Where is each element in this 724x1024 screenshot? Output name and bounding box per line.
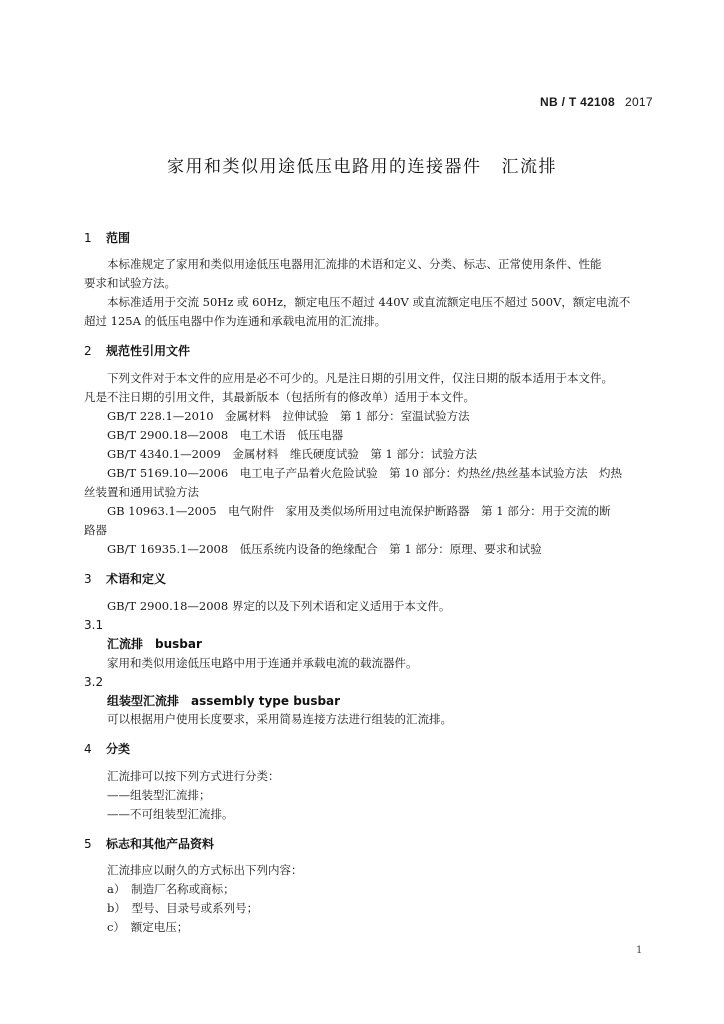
page-number: 1	[636, 945, 643, 956]
section-2-heading	[84, 343, 190, 359]
term-3-2-definition: 可以根据用户使用长度要求，采用简易连接方法进行组装的汇流排。	[107, 712, 452, 726]
section-2-para-1: 下列文件对于本文件的应用是必不可少的。凡是注日期的引用文件，仅注日期的版本适用于本文件。	[107, 371, 613, 385]
section-3-number: 3	[84, 572, 92, 586]
term-3-1-number: 3.1	[84, 618, 104, 632]
reference-item-cont: 路器	[84, 523, 107, 537]
term-3-1-definition: 家用和类似用途低压电路中用于连通并承载电流的载流器件。	[107, 656, 418, 670]
section-2-number: 2	[84, 344, 92, 358]
section-1-para-2-cont: 超过 125A 的低压电器中作为连通和承载电流用的汇流排。	[84, 314, 387, 328]
section-3-title: 术语和定义	[106, 572, 167, 586]
term-3-1-title: 汇流排 busbar	[107, 637, 202, 651]
term-3-2-number: 3.2	[84, 675, 104, 689]
reference-item: GB 10963.1—2005 电气附件 家用及类似场所用过电流保护断路器 第 1 部分：用于交流的断	[107, 504, 611, 518]
standard-number	[540, 95, 653, 109]
section-2-title: 规范性引用文件	[106, 344, 191, 358]
term-3-2-title: 组装型汇流排 assembly type busbar	[107, 694, 341, 708]
title-main: 家用和类似用途低压电路用的连接器件	[167, 157, 482, 177]
marking-item: b） 型号、目录号或系列号；	[107, 901, 259, 915]
reference-item-cont: 丝装置和通用试验方法	[84, 485, 199, 499]
section-5-number: 5	[84, 837, 92, 851]
section-3-heading	[84, 571, 166, 587]
section-1-number: 1	[84, 231, 92, 245]
section-1-para-2: 本标准适用于交流 50Hz 或 60Hz，额定电压不超过 440V 或直流额定电压不超过 500V，额定电流不	[107, 295, 631, 309]
section-1-para-1-cont: 要求和试验方法。	[84, 276, 176, 290]
reference-item: GB/T 5169.10—2006 电工电子产品着火危险试验 第 10 部分：灼热丝/热丝基本试验方法 灼热	[107, 466, 622, 480]
section-4-para-1: 汇流排可以按下列方式进行分类：	[107, 769, 280, 783]
standard-code: NB / T 42108	[540, 95, 615, 109]
standard-year: 2017	[624, 95, 653, 109]
classification-item: ——组装型汇流排；	[107, 788, 211, 802]
marking-item: c） 额定电压；	[107, 920, 189, 934]
reference-item: GB/T 228.1—2010 金属材料 拉伸试验 第 1 部分：室温试验方法	[107, 409, 470, 423]
section-1-para-1: 本标准规定了家用和类似用途低压电器用汇流排的术语和定义、分类、标志、正常使用条件、性能	[107, 257, 602, 271]
section-5-heading	[84, 836, 214, 852]
classification-item: ——不可组装型汇流排。	[107, 807, 234, 821]
section-5-title: 标志和其他产品资料	[106, 837, 215, 851]
section-2-para-1-cont: 凡是不注日期的引用文件，其最新版本（包括所有的修改单）适用于本文件。	[84, 390, 475, 404]
section-3-para-1: GB/T 2900.18—2008 界定的以及下列术语和定义适用于本文件。	[107, 599, 451, 613]
reference-item: GB/T 2900.18—2008 电工术语 低压电器	[107, 428, 344, 442]
section-4-title: 分类	[106, 742, 131, 756]
section-5-para-1: 汇流排应以耐久的方式标出下列内容：	[107, 863, 303, 877]
marking-item: a） 制造厂名称或商标；	[107, 882, 235, 896]
section-1-heading	[84, 230, 130, 246]
reference-item: GB/T 16935.1—2008 低压系统内设备的绝缘配合 第 1 部分：原理、要求和试验	[107, 542, 542, 556]
document-title	[0, 152, 724, 177]
section-1-title: 范围	[106, 231, 131, 245]
section-4-number: 4	[84, 742, 92, 756]
section-4-heading	[84, 741, 130, 757]
reference-item: GB/T 4340.1—2009 金属材料 维氏硬度试验 第 1 部分：试验方法	[107, 447, 477, 461]
title-sub: 汇流排	[501, 157, 557, 177]
